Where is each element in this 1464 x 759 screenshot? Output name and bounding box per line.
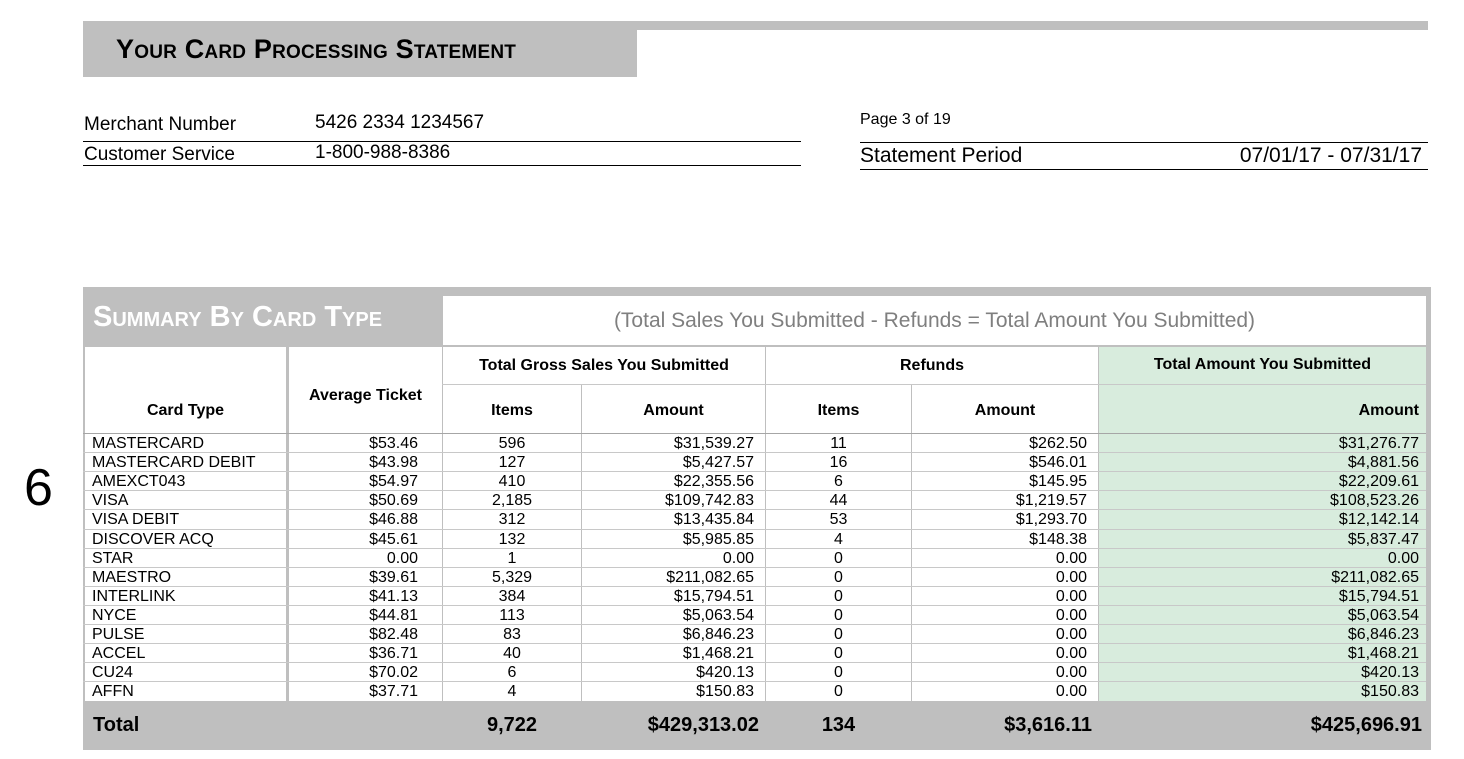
card-type-cell: VISA DEBIT bbox=[92, 511, 180, 528]
summary-by-card-type bbox=[83, 287, 1431, 750]
grid-line bbox=[1426, 287, 1431, 701]
table-row bbox=[83, 682, 1426, 701]
average-ticket-cell: $43.98 bbox=[369, 454, 418, 471]
total-amount-cell: $5,063.54 bbox=[1347, 607, 1419, 624]
total-amount-cell: $108,523.26 bbox=[1330, 492, 1419, 509]
card-type-cell: ACCEL bbox=[92, 645, 146, 662]
customer-service-phone: 1-800-988-8386 bbox=[315, 142, 451, 163]
merchant-number: 5426 2334 1234567 bbox=[315, 112, 485, 133]
card-type-cell: MASTERCARD DEBIT bbox=[92, 454, 256, 471]
table-row bbox=[83, 530, 1426, 549]
gross-items-cell: 127 bbox=[498, 454, 526, 471]
page-number: Page 3 of 19 bbox=[860, 111, 951, 128]
table-row bbox=[83, 606, 1426, 625]
gross-amount-cell: $31,539.27 bbox=[673, 435, 754, 452]
gross-amount-cell: $15,794.51 bbox=[673, 588, 754, 605]
gross-amount-cell: $211,082.65 bbox=[666, 569, 754, 586]
card-type-cell: AMEXCT043 bbox=[92, 473, 186, 490]
refund-items-cell: 53 bbox=[829, 511, 848, 528]
gross-amount-cell: $5,985.85 bbox=[682, 531, 754, 548]
divider bbox=[860, 142, 1428, 143]
average-ticket-cell: $39.61 bbox=[369, 569, 418, 586]
card-type-cell: PULSE bbox=[92, 626, 145, 643]
gross-items-cell: 83 bbox=[503, 626, 521, 643]
average-ticket-cell: $70.02 bbox=[369, 664, 418, 681]
average-ticket-cell: $54.97 bbox=[369, 473, 418, 490]
refund-amount-cell: $1,293.70 bbox=[1015, 511, 1087, 528]
customer-service-label: Customer Service bbox=[84, 144, 235, 165]
gross-amount-cell: 0.00 bbox=[722, 550, 754, 567]
total-amount-cell: $12,142.14 bbox=[1338, 511, 1419, 528]
total-gross-amount: $429,313.02 bbox=[647, 714, 759, 736]
card-type-cell: MAESTRO bbox=[92, 569, 172, 586]
total-amount-cell: $5,837.47 bbox=[1347, 531, 1419, 548]
gross-items-cell: 384 bbox=[498, 588, 526, 605]
average-ticket-cell: $53.46 bbox=[369, 435, 418, 452]
table-row bbox=[83, 491, 1426, 510]
summary-formula: (Total Sales You Submitted - Refunds = Total Amount You Submitted) bbox=[443, 296, 1426, 345]
average-ticket-cell: $41.13 bbox=[369, 588, 418, 605]
card-type-cell: AFFN bbox=[92, 683, 134, 700]
total-row bbox=[83, 701, 1431, 750]
table-row bbox=[83, 472, 1426, 491]
card-type-cell: STAR bbox=[92, 550, 134, 567]
total-amount-cell: $150.83 bbox=[1361, 683, 1419, 700]
total-label: Total bbox=[93, 714, 140, 736]
total-amount-cell: 0.00 bbox=[1387, 550, 1419, 567]
gross-amount-cell: $109,742.83 bbox=[665, 492, 754, 509]
card-type-cell: VISA bbox=[92, 492, 129, 509]
divider bbox=[860, 169, 1428, 170]
gross-items-cell: 132 bbox=[498, 531, 526, 548]
table-row bbox=[83, 625, 1426, 644]
header-total-amount: Amount bbox=[1358, 402, 1419, 419]
refund-items-cell: 0 bbox=[834, 569, 843, 586]
header-average-ticket: Average Ticket bbox=[309, 387, 422, 404]
total-amount-cell: $6,846.23 bbox=[1347, 626, 1419, 643]
refund-items-cell: 0 bbox=[834, 683, 843, 700]
table-row bbox=[83, 549, 1426, 568]
total-amount-cell: $15,794.51 bbox=[1338, 588, 1419, 605]
gross-items-cell: 40 bbox=[503, 645, 521, 662]
total-amount-cell: $1,468.21 bbox=[1347, 645, 1419, 662]
table-row bbox=[83, 453, 1426, 472]
total-amount-cell: $420.13 bbox=[1361, 664, 1419, 681]
gross-amount-cell: $5,063.54 bbox=[682, 607, 754, 624]
gross-items-cell: 5,329 bbox=[491, 569, 533, 586]
average-ticket-cell: $36.71 bbox=[369, 645, 418, 662]
refund-amount-cell: 0.00 bbox=[1055, 550, 1087, 567]
refund-amount-cell: 0.00 bbox=[1055, 645, 1087, 662]
refund-items-cell: 0 bbox=[834, 607, 843, 624]
table-row bbox=[83, 568, 1426, 587]
header-total-submitted: Total Amount You Submitted bbox=[1153, 356, 1372, 373]
summary-title: Summary By Card Type bbox=[93, 300, 383, 333]
side-number: 6 bbox=[24, 459, 53, 517]
refund-amount-cell: $262.50 bbox=[1029, 435, 1087, 452]
statement-title-box bbox=[83, 21, 637, 77]
card-type-cell: DISCOVER ACQ bbox=[92, 531, 214, 548]
gross-amount-cell: $5,427.57 bbox=[682, 454, 754, 471]
refund-items-cell: 6 bbox=[834, 473, 843, 490]
total-refund-items: 134 bbox=[821, 714, 856, 736]
total-gross-items: 9,722 bbox=[486, 714, 538, 736]
total-amount-cell: $22,209.61 bbox=[1338, 473, 1419, 490]
gross-items-cell: 6 bbox=[507, 664, 517, 681]
table-row bbox=[83, 587, 1426, 606]
refund-items-cell: 0 bbox=[834, 588, 843, 605]
average-ticket-cell: $37.71 bbox=[369, 683, 418, 700]
gross-amount-cell: $13,435.84 bbox=[673, 511, 754, 528]
divider bbox=[83, 165, 801, 166]
refund-amount-cell: $546.01 bbox=[1029, 454, 1087, 471]
header-refund-amount: Amount bbox=[974, 402, 1036, 419]
header-gross-sales: Total Gross Sales You Submitted bbox=[479, 357, 729, 374]
gross-items-cell: 1 bbox=[507, 550, 517, 567]
gross-amount-cell: $6,846.23 bbox=[682, 626, 754, 643]
total-amount-submitted: $425,696.91 bbox=[1310, 714, 1422, 736]
refund-items-cell: 16 bbox=[829, 454, 848, 471]
table-row bbox=[83, 663, 1426, 682]
refund-items-cell: 0 bbox=[834, 645, 843, 662]
average-ticket-cell: $44.81 bbox=[369, 607, 418, 624]
gross-items-cell: 113 bbox=[499, 607, 525, 624]
gross-amount-cell: $22,355.56 bbox=[673, 473, 754, 490]
gross-amount-cell: $150.83 bbox=[696, 683, 754, 700]
header-gross-items: Items bbox=[491, 402, 533, 419]
average-ticket-cell: $50.69 bbox=[369, 492, 418, 509]
card-type-cell: CU24 bbox=[92, 664, 133, 681]
gross-amount-cell: $420.13 bbox=[696, 664, 754, 681]
merchant-number-label: Merchant Number bbox=[84, 114, 237, 135]
refund-amount-cell: 0.00 bbox=[1055, 569, 1087, 586]
card-type-cell: INTERLINK bbox=[92, 588, 176, 605]
refund-amount-cell: $1,219.57 bbox=[1015, 492, 1087, 509]
statement-period-label: Statement Period bbox=[860, 144, 1023, 167]
refund-amount-cell: $148.38 bbox=[1029, 531, 1087, 548]
total-amount-cell: $31,276.77 bbox=[1338, 435, 1419, 452]
average-ticket-cell: $82.48 bbox=[369, 626, 418, 643]
refund-amount-cell: 0.00 bbox=[1055, 626, 1087, 643]
gross-items-cell: 410 bbox=[498, 473, 526, 490]
refund-items-cell: 4 bbox=[834, 531, 843, 548]
average-ticket-cell: 0.00 bbox=[386, 550, 418, 567]
card-type-cell: NYCE bbox=[92, 607, 137, 624]
refund-items-cell: 11 bbox=[830, 435, 847, 452]
card-type-cell: MASTERCARD bbox=[92, 435, 205, 452]
total-amount-cell: $4,881.56 bbox=[1347, 454, 1419, 471]
header-refund-items: Items bbox=[817, 402, 860, 419]
gross-items-cell: 312 bbox=[498, 511, 526, 528]
refund-amount-cell: 0.00 bbox=[1055, 664, 1087, 681]
refund-items-cell: 0 bbox=[834, 550, 843, 567]
header-gross-amount: Amount bbox=[643, 402, 704, 419]
table-row bbox=[83, 644, 1426, 663]
table-row bbox=[83, 434, 1426, 453]
refund-amount-cell: 0.00 bbox=[1055, 683, 1087, 700]
average-ticket-cell: $45.61 bbox=[369, 531, 418, 548]
gross-items-cell: 596 bbox=[498, 435, 526, 452]
average-ticket-cell: $46.88 bbox=[369, 511, 418, 528]
refund-items-cell: 44 bbox=[829, 492, 848, 509]
refund-amount-cell: 0.00 bbox=[1055, 607, 1087, 624]
grid-line bbox=[442, 384, 1426, 385]
refund-items-cell: 0 bbox=[834, 664, 843, 681]
table-row bbox=[83, 510, 1426, 529]
header-card-type: Card Type bbox=[146, 402, 225, 419]
refund-amount-cell: 0.00 bbox=[1055, 588, 1087, 605]
header-rule bbox=[637, 21, 1428, 30]
refund-amount-cell: $145.95 bbox=[1029, 473, 1087, 490]
total-refund-amount: $3,616.11 bbox=[1004, 714, 1092, 736]
statement-title: Your Card Processing Statement bbox=[116, 33, 517, 64]
gross-items-cell: 4 bbox=[507, 683, 517, 700]
gross-amount-cell: $1,468.21 bbox=[682, 645, 754, 662]
header-refunds: Refunds bbox=[900, 357, 964, 374]
gross-items-cell: 2,185 bbox=[491, 492, 533, 509]
total-amount-cell: $211,082.65 bbox=[1331, 569, 1419, 586]
refund-items-cell: 0 bbox=[834, 626, 843, 643]
statement-period: 07/01/17 - 07/31/17 bbox=[1239, 144, 1422, 167]
